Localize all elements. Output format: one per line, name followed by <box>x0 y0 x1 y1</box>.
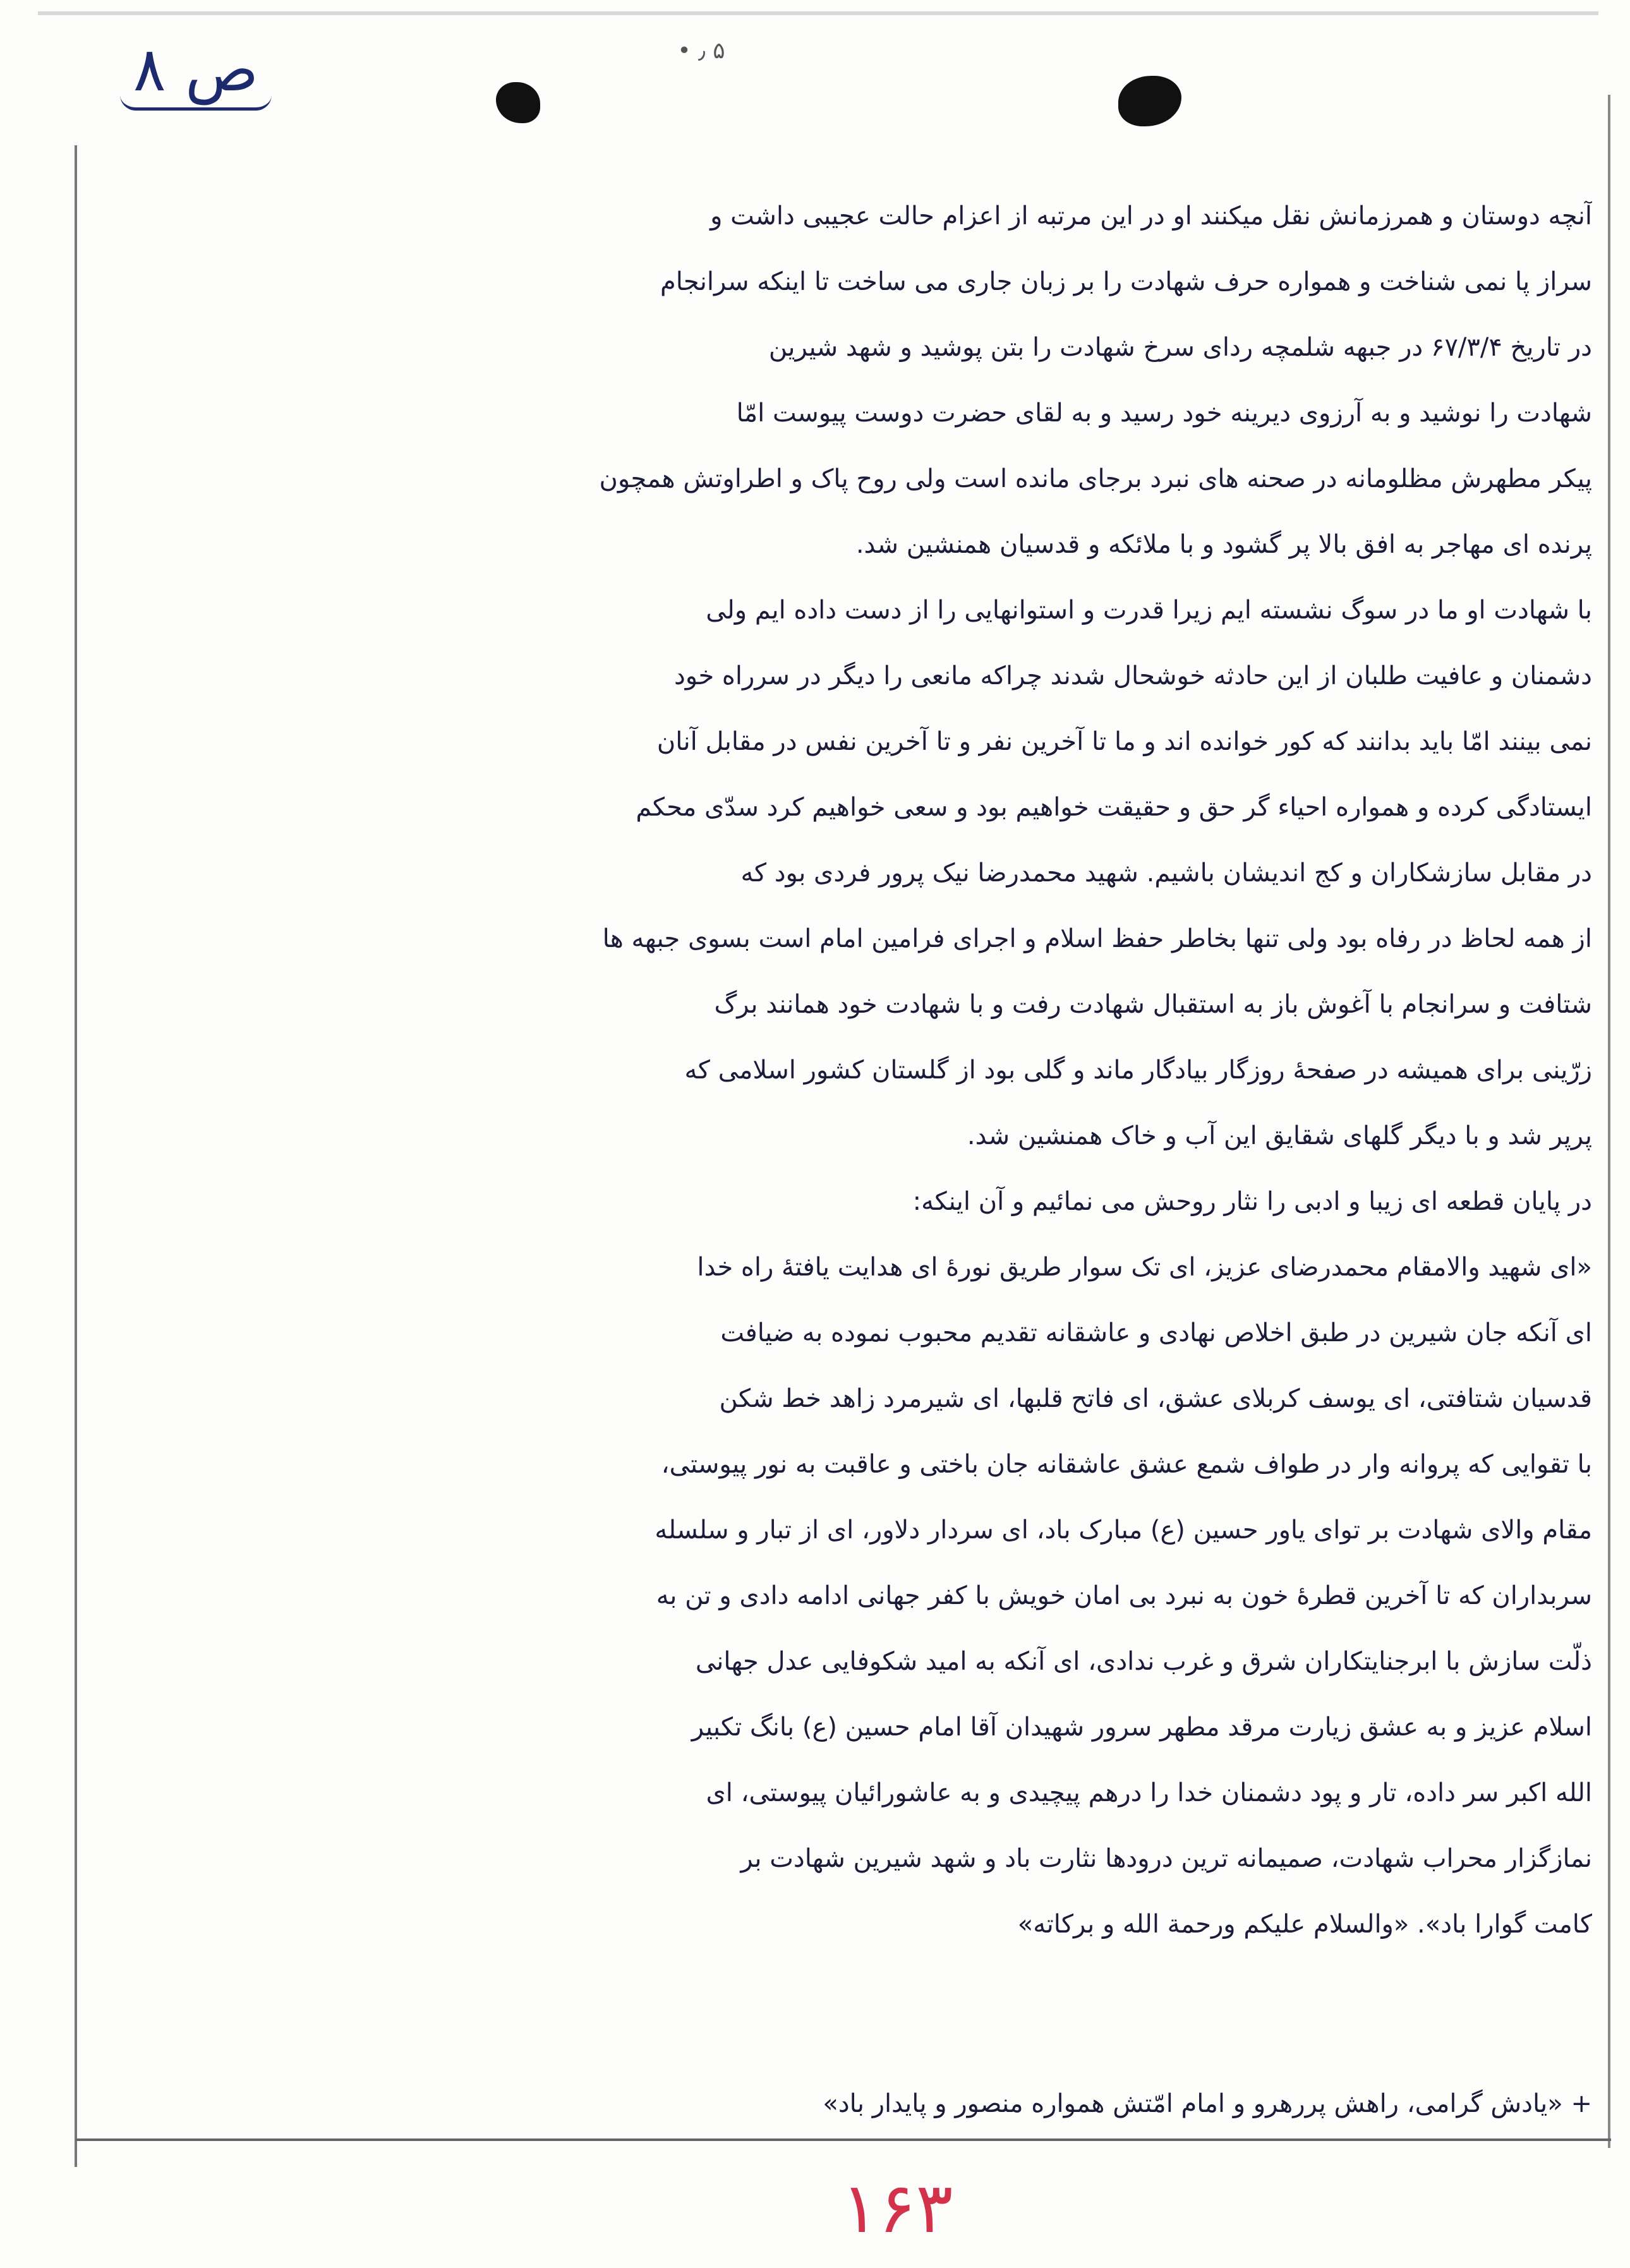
text-line: قدسیان شتافتی، ای یوسف کربلای عشق، ای فاتح قلبها، ای شیرمرد زاهد خط شکن <box>719 1384 1592 1413</box>
text-line: اسلام عزیز و به عشق زیارت مرقد مطهر سرور شهیدان آقا امام حسین (ع) بانگ تکبیر <box>691 1713 1592 1742</box>
text-line: شتافت و سرانجام با آغوش باز به استقبال شهادت رفت و با شهادت خود همانند برگ <box>714 990 1592 1019</box>
ink-blot <box>1118 76 1181 126</box>
text-line: مقام والای شهادت بر توای یاور حسین (ع) مبارک باد، ای سردار دلاور، ای از تبار و سلسله <box>655 1516 1592 1545</box>
text-line: آنچه دوستان و همرزمانش نقل میکنند او در این مرتبه از اعزام حالت عجیبی داشت و <box>710 202 1592 231</box>
text-line: کامت گوارا باد». «والسلام علیکم ورحمة الله و برکاته» <box>1017 1910 1592 1939</box>
text-line: نمازگزار محراب شهادت، صمیمانه ترین درودها نثارت باد و شهد شیرین شهادت بر <box>740 1844 1592 1873</box>
text-line: پرنده ای مهاجر به افق بالا پر گشود و با ملائکه و قدسیان همنشین شد. <box>855 530 1592 559</box>
header-mark: • ٫ ۵ <box>677 38 725 64</box>
right-margin-line <box>1608 95 1610 2148</box>
handwritten-body <box>95 183 1592 1957</box>
footnote: + «یادش گرامی، راهش پررهرو و امام امّتش همواره منصور و پایدار باد» <box>823 2089 1592 2118</box>
page-number: ۱۶۳ <box>841 2168 953 2248</box>
text-line: نمی بینند امّا باید بدانند که کور خوانده اند و ما تا آخرین نفر و تا آخرین نفس در مقابل آنان <box>656 727 1592 756</box>
text-line: دشمنان و عافیت طلبان از این حادثه خوشحال شدند چراکه مانعی را دیگر در سرراه خود <box>673 661 1592 691</box>
text-line: با تقوایی که پروانه وار در طواف شمع عشق عاشقانه جان باختی و عاقبت به نور پیوستی، <box>661 1450 1592 1479</box>
text-line: در پایان قطعه ای زیبا و ادبی را نثار روحش می نمائیم و آن اینکه: <box>912 1187 1592 1216</box>
text-line: زرّینی برای همیشه در صفحهٔ روزگار بیادگار ماند و گلی بود از گلستان کشور اسلامی که <box>684 1056 1592 1085</box>
text-line: در تاریخ ۶۷/۳/۴ در جبهه شلمچه ردای سرخ شهادت را بتن پوشید و شهد شیرین <box>768 333 1592 362</box>
text-line: شهادت را نوشید و به آرزوی دیرینه خود رسید و به لقای حضرت دوست پیوست امّا <box>736 399 1592 428</box>
top-border <box>38 11 1598 15</box>
page-label-underline <box>120 95 272 111</box>
text-line: سربداران که تا آخرین قطرهٔ خون به نبرد بی امان خویش با کفر جهانی ادامه دادی و تن به <box>656 1581 1592 1610</box>
text-line: سراز پا نمی شناخت و همواره حرف شهادت را بر زبان جاری می ساخت تا اینکه سرانجام <box>660 267 1592 296</box>
left-margin-line <box>75 145 77 2167</box>
text-line: ذلّت سازش با ابرجنایتکاران شرق و غرب ندادی، ای آنکه به امید شکوفایی عدل جهانی <box>695 1647 1592 1676</box>
text-line: الله اکبر سر داده، تار و پود دشمنان خدا را درهم پیچیدی و به عاشورائیان پیوستی، ای <box>706 1778 1592 1807</box>
text-line: ای آنکه جان شیرین در طبق اخلاص نهادی و عاشقانه تقدیم محبوب نموده به ضیافت <box>720 1318 1592 1348</box>
text-line: با شهادت او ما در سوگ نشسته ایم زیرا قدرت و استوانهایی را از دست داده ایم ولی <box>706 596 1592 625</box>
text-line: «ای شهید والامقام محمدرضای عزیز، ای تک سوار طریق نورهٔ ای هدایت یافتهٔ راه خدا <box>697 1253 1592 1282</box>
ink-blot <box>496 82 540 123</box>
text-line: در مقابل سازشکاران و کج اندیشان باشیم. شهید محمدرضا نیک پرور فردی بود که <box>740 859 1592 888</box>
text-line: از همه لحاظ در رفاه بود ولی تنها بخاطر حفظ اسلام و اجرای فرامین امام است بسوی جبهه ها <box>602 924 1592 953</box>
footer-rule <box>76 2138 1611 2141</box>
text-line: پیکر مطهرش مظلومانه در صحنه های نبرد برجای مانده است ولی روح پاک و اطراوتش همچون <box>599 464 1592 493</box>
text-line: پرپر شد و با دیگر گلهای شقایق این آب و خاک همنشین شد. <box>967 1121 1592 1150</box>
page-label: ص ۸ <box>133 34 259 105</box>
text-line: ایستادگی کرده و همواره احیاء گر حق و حقیقت خواهیم بود و سعی خواهیم کرد سدّی محکم <box>636 793 1592 822</box>
